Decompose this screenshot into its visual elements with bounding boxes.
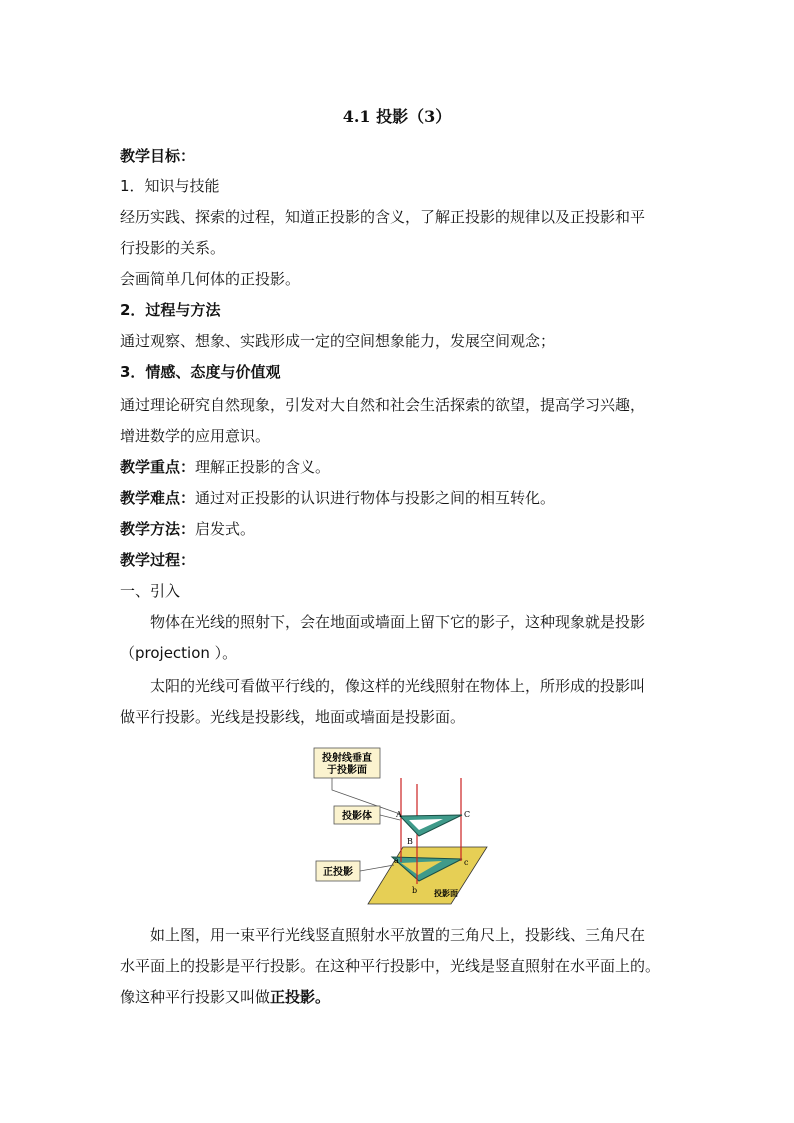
- intro-paragraph1-line1: 物体在光线的照射下，会在地面或墙面上留下它的影子，这种现象就是投影: [150, 613, 646, 631]
- difficulty-label: 教学难点：: [120, 489, 196, 507]
- key-point-label: 教学重点：: [120, 458, 196, 476]
- key-point-row: [120, 457, 330, 477]
- point-c-label: c: [464, 858, 469, 867]
- section1-paragraph1-line2: 行投影的关系。: [120, 239, 226, 257]
- objectives-heading: 教学目标：: [120, 147, 196, 165]
- section2-heading: 2．过程与方法: [120, 301, 221, 319]
- key-point-text: 理解正投影的含义。: [195, 458, 331, 476]
- object-triangle: [400, 815, 462, 836]
- difficulty-row: [120, 488, 555, 508]
- section1-paragraph2: 会画简单几何体的正投影。: [120, 270, 301, 288]
- intro-paragraph2-line1: 太阳的光线可看做平行线的，像这样的光线照射在物体上，所形成的投影叫: [150, 677, 646, 695]
- after-line3-bold-term: 正投影。: [270, 988, 331, 1006]
- difficulty-text: 通过对正投影的认识进行物体与投影之间的相互转化。: [195, 489, 556, 507]
- point-A-label: A: [396, 810, 402, 819]
- section3-heading: 3．情感、态度与价值观: [120, 363, 281, 381]
- point-a-label: a: [394, 856, 399, 865]
- callout-top-label-line2: 于投影面: [327, 765, 367, 776]
- after-line3-prefix: 像这种平行投影又叫做: [120, 988, 271, 1006]
- point-b-label: b: [412, 886, 418, 895]
- section2-paragraph1: 通过观察、想象、实践形成一定的空间想象能力，发展空间观念；: [120, 332, 556, 350]
- process-heading: 教学过程：: [120, 551, 196, 569]
- callout-object-label: 投影体: [342, 811, 372, 822]
- intro-paragraph1-line2: （projection ）。: [120, 644, 238, 662]
- after-paragraph-line3: [120, 987, 330, 1007]
- section3-paragraph1-line1: 通过理论研究自然现象，引发对大自然和社会生活探索的欲望，提高学习兴趣，: [120, 396, 646, 414]
- section1-paragraph1-line1: 经历实践、探索的过程，知道正投影的含义，了解正投影的规律以及正投影和平: [120, 208, 646, 226]
- method-label: 教学方法：: [120, 520, 196, 538]
- section3-paragraph1-line2: 增进数学的应用意识。: [120, 427, 271, 445]
- method-text: 启发式。: [195, 520, 256, 538]
- page-title: 4.1 投影（3）: [342, 107, 452, 126]
- orthographic-projection-figure: [306, 744, 492, 912]
- after-paragraph-line1: 如上图，用一束平行光线竖直照射水平放置的三角尺上，投影线、三角尺在: [150, 926, 646, 944]
- callout-projection-label: 正投影: [323, 867, 353, 878]
- point-C-label: C: [464, 810, 471, 819]
- after-paragraph-line2: 水平面上的投影是平行投影。在这种平行投影中，光线是竖直照射在水平面上的。: [120, 957, 661, 975]
- intro-heading: 一、引入: [120, 582, 181, 600]
- plane-label: 投影面: [434, 889, 458, 898]
- method-row: [120, 519, 255, 539]
- intro-paragraph2-line2: 做平行投影。光线是投影线，地面或墙面是投影面。: [120, 708, 466, 726]
- section1-heading: 1．知识与技能: [120, 177, 220, 195]
- callout-top-label-line1: 投射线垂直: [322, 753, 372, 764]
- point-B-label: B: [407, 837, 413, 846]
